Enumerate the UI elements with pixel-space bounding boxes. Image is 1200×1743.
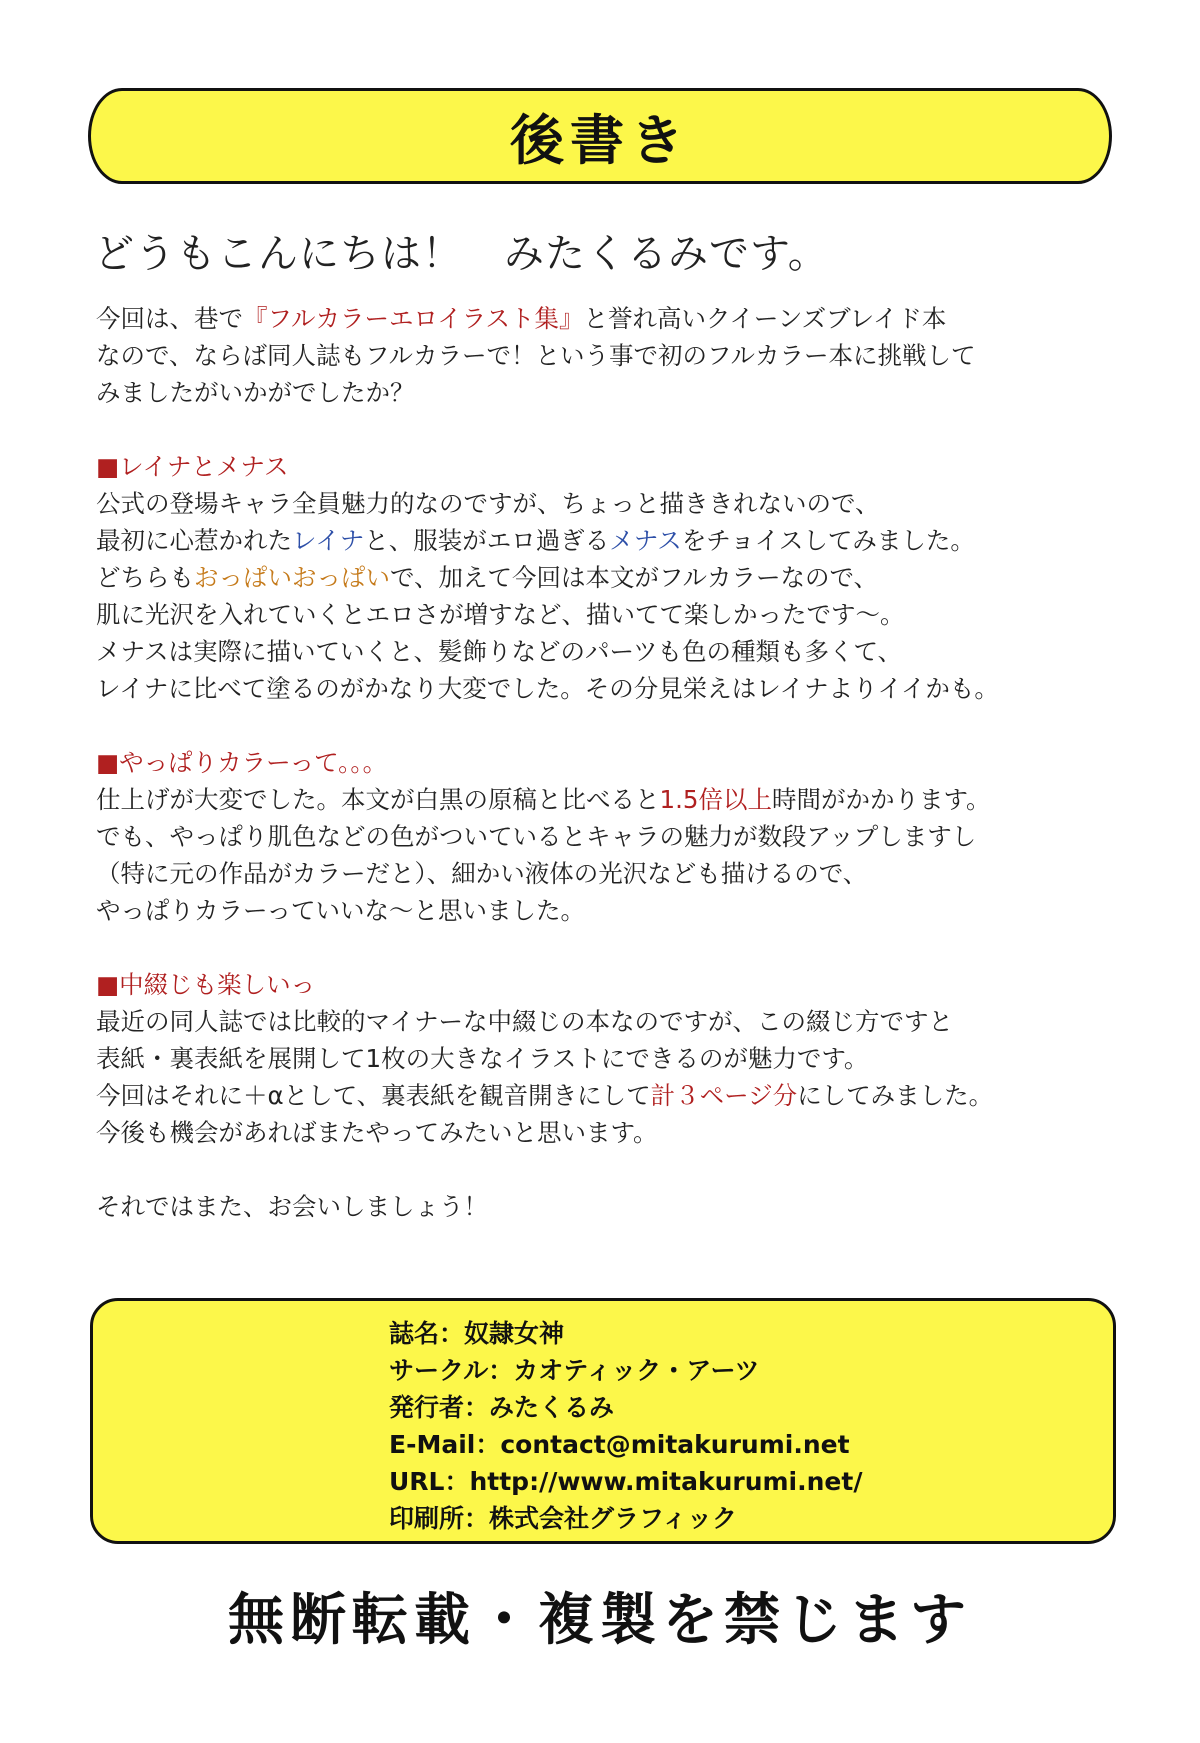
- section1-text: どちらも: [96, 563, 194, 592]
- section2-text: 仕上げが大変でした。本文が白黒の原稿と比べると: [96, 785, 660, 814]
- section2-line-1: [96, 781, 1126, 818]
- section1-text: と、服装がエロ過ぎる: [364, 526, 610, 555]
- section1-line-6: レイナに比べて塗るのがかなり大変でした。その分見栄えはレイナよりイイかも。: [96, 674, 999, 703]
- intro-text: 今回は、巷で: [96, 304, 243, 333]
- section1-line-5: メナスは実際に描いていくと、髪飾りなどのパーツも色の種類も多くて、: [96, 637, 903, 666]
- page-count-highlight: 計３ページ分: [650, 1081, 798, 1110]
- name-highlight-reina: レイナ: [292, 526, 365, 555]
- page-title: 後書き: [510, 108, 690, 172]
- colophon-title: 誌名：奴隷女神: [389, 1319, 565, 1348]
- intro-line-2: なので、ならば同人誌もフルカラーで！という事で初のフルカラー本に挑戦して: [96, 341, 976, 370]
- section3-line-1: 最近の同人誌では比較的マイナーな中綴じの本なのですが、この綴じ方ですと: [96, 1007, 954, 1036]
- section-heading-color: ■やっぱりカラーって。。。: [96, 748, 388, 777]
- section-heading-binding: ■中綴じも楽しいっ: [96, 970, 316, 999]
- section2-line-2: でも、やっぱり肌色などの色がついているとキャラの魅力が数段アップしますし: [96, 822, 977, 851]
- section3-line-2: 表紙・裏表紙を展開して1枚の大きなイラストにできるのが魅力です。: [96, 1044, 869, 1073]
- copyright-notice: 無断転載・複製を禁じます: [228, 1588, 972, 1653]
- emphasis-highlight: おっぱいおっぱい: [194, 563, 390, 592]
- time-highlight: 1.5倍以上: [659, 785, 772, 814]
- section3-line-4: 今後も機会があればまたやってみたいと思います。: [96, 1118, 658, 1147]
- book-title-highlight: 『フルカラーエロイラスト集』: [243, 304, 584, 333]
- section1-line-1: 公式の登場キャラ全員魅力的なのですが、ちょっと描ききれないので、: [96, 489, 880, 518]
- name-highlight-menace: メナス: [609, 526, 682, 555]
- intro-line-3: みましたがいかがでしたか？: [96, 378, 415, 407]
- section2-line-4: やっぱりカラーっていいな～と思いました。: [96, 896, 586, 925]
- colophon-url: URL：http://www.mitakurumi.net/: [389, 1467, 863, 1496]
- section3-line-3: [96, 1077, 1126, 1114]
- title-banner: [88, 88, 1112, 184]
- section2-text: 時間がかかります。: [771, 785, 991, 814]
- colophon-printer: 印刷所：株式会社グラフィック: [389, 1504, 738, 1533]
- section-heading-reina-menace: ■レイナとメナス: [96, 452, 289, 481]
- greeting-text: どうもこんにちは！ みたくるみです。: [94, 231, 829, 277]
- section1-text: 最初に心惹かれた: [96, 526, 292, 555]
- section3-text: 今回はそれに＋αとして、裏表紙を観音開きにして: [96, 1081, 651, 1110]
- closing-line: それではまた、お会いしましょう！: [96, 1192, 488, 1221]
- section1-line-2: [96, 522, 1126, 559]
- section2-line-3: （特に元の作品がカラーだと）、細かい液体の光沢なども描けるので、: [96, 859, 868, 888]
- afterword-body: [96, 300, 1126, 1225]
- intro-line-1: [96, 300, 1126, 337]
- section3-text: にしてみました。: [797, 1081, 994, 1110]
- section1-line-4: 肌に光沢を入れていくとエロさが増すなど、描いてて楽しかったです～。: [96, 600, 905, 629]
- intro-text: と誉れ高いクイーンズブレイド本: [583, 304, 947, 333]
- section1-text: をチョイスしてみました。: [681, 526, 975, 555]
- section1-line-3: [96, 559, 1126, 596]
- colophon-box: [90, 1298, 1116, 1544]
- section1-text: で、加えて今回は本文がフルカラーなので、: [390, 563, 879, 592]
- colophon-circle: サークル：カオティック・アーツ: [389, 1356, 760, 1385]
- colophon-email: E-Mail：contact@mitakurumi.net: [389, 1430, 850, 1459]
- colophon-publisher: 発行者：みたくるみ: [389, 1393, 615, 1422]
- colophon-lines: [389, 1315, 862, 1537]
